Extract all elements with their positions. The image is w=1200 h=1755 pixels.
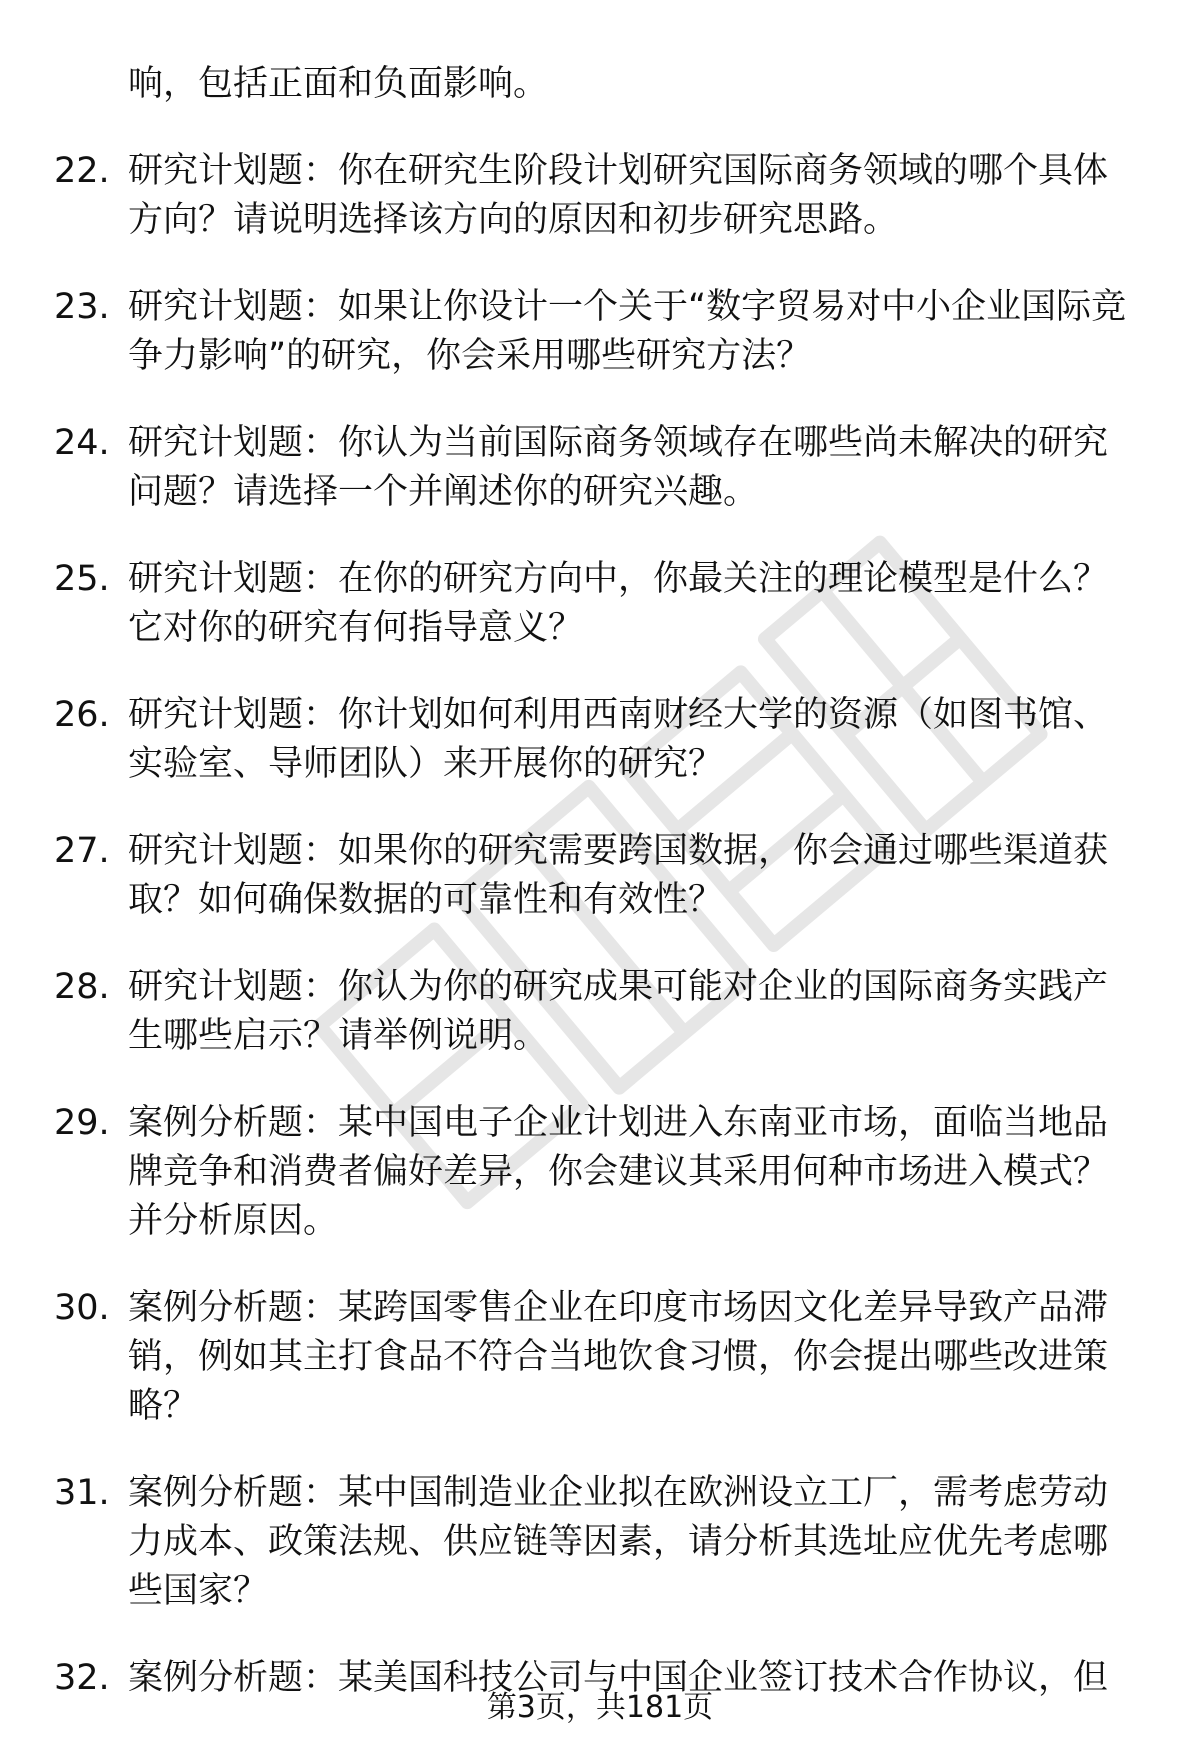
item-number: 31. bbox=[54, 1473, 110, 1513]
item-number: 26. bbox=[54, 695, 110, 735]
item-text: 研究计划题：在你的研究方向中，你最关注的理论模型是什么？它对你的研究有何指导意义？ bbox=[128, 559, 1109, 648]
item-text: 研究计划题：如果你的研究需要跨国数据，你会通过哪些渠道获取？如何确保数据的可靠性和有效性？ bbox=[128, 831, 1109, 920]
list-item bbox=[0, 691, 1200, 789]
item-number: 30. bbox=[54, 1288, 110, 1328]
item-number: 27. bbox=[54, 831, 110, 871]
item-number: 28. bbox=[54, 967, 110, 1007]
list-item bbox=[0, 283, 1200, 381]
list-item bbox=[0, 419, 1200, 517]
item-number: 32. bbox=[54, 1658, 110, 1698]
item-number: 23. bbox=[54, 287, 110, 327]
item-text: 案例分析题：某跨国零售企业在印度市场因文化差异导致产品滞销，例如其主打食品不符合当地饮食习惯，你会提出哪些改进策略？ bbox=[128, 1288, 1109, 1426]
item-text: 案例分析题：某中国电子企业计划进入东南亚市场，面临当地品牌竞争和消费者偏好差异，你会建议其采用何种市场进入模式？并分析原因。 bbox=[128, 1103, 1109, 1241]
item-number: 29. bbox=[54, 1103, 110, 1143]
item-text: 研究计划题：你计划如何利用西南财经大学的资源（如图书馆、实验室、导师团队）来开展你的研究？ bbox=[128, 695, 1109, 784]
list-item bbox=[0, 1284, 1200, 1431]
page-footer: 第3页，共181页 bbox=[486, 1690, 714, 1725]
item-number: 24. bbox=[54, 423, 110, 463]
item-text: 研究计划题：你认为当前国际商务领域存在哪些尚未解决的研究问题？请选择一个并阐述你的研究兴趣。 bbox=[128, 423, 1109, 512]
item-number: 22. bbox=[54, 151, 110, 191]
item-text: 研究计划题：你在研究生阶段计划研究国际商务领域的哪个具体方向？请说明选择该方向的原因和初步研究思路。 bbox=[128, 151, 1109, 240]
question-list bbox=[0, 60, 1200, 1741]
item-text: 案例分析题：某美国科技公司与中国企业签订技术合作协议，但 bbox=[128, 1658, 1109, 1698]
item-number: 25. bbox=[54, 559, 110, 599]
item-text: 案例分析题：某中国制造业企业拟在欧洲设立工厂，需考虑劳动力成本、政策法规、供应链等因素，请分析其选址应优先考虑哪些国家？ bbox=[128, 1473, 1109, 1611]
continuation-text: 响，包括正面和负面影响。 bbox=[128, 64, 549, 104]
list-item bbox=[0, 963, 1200, 1061]
list-item bbox=[0, 1469, 1200, 1616]
item-text: 研究计划题：如果让你设计一个关于“数字贸易对中小企业国际竞争力影响”的研究，你会采用哪些研究方法？ bbox=[128, 287, 1127, 376]
list-item bbox=[0, 827, 1200, 925]
list-item bbox=[0, 147, 1200, 245]
list-item bbox=[0, 1099, 1200, 1246]
item-text: 研究计划题：你认为你的研究成果可能对企业的国际商务实践产生哪些启示？请举例说明。 bbox=[128, 967, 1109, 1056]
list-item bbox=[0, 555, 1200, 653]
